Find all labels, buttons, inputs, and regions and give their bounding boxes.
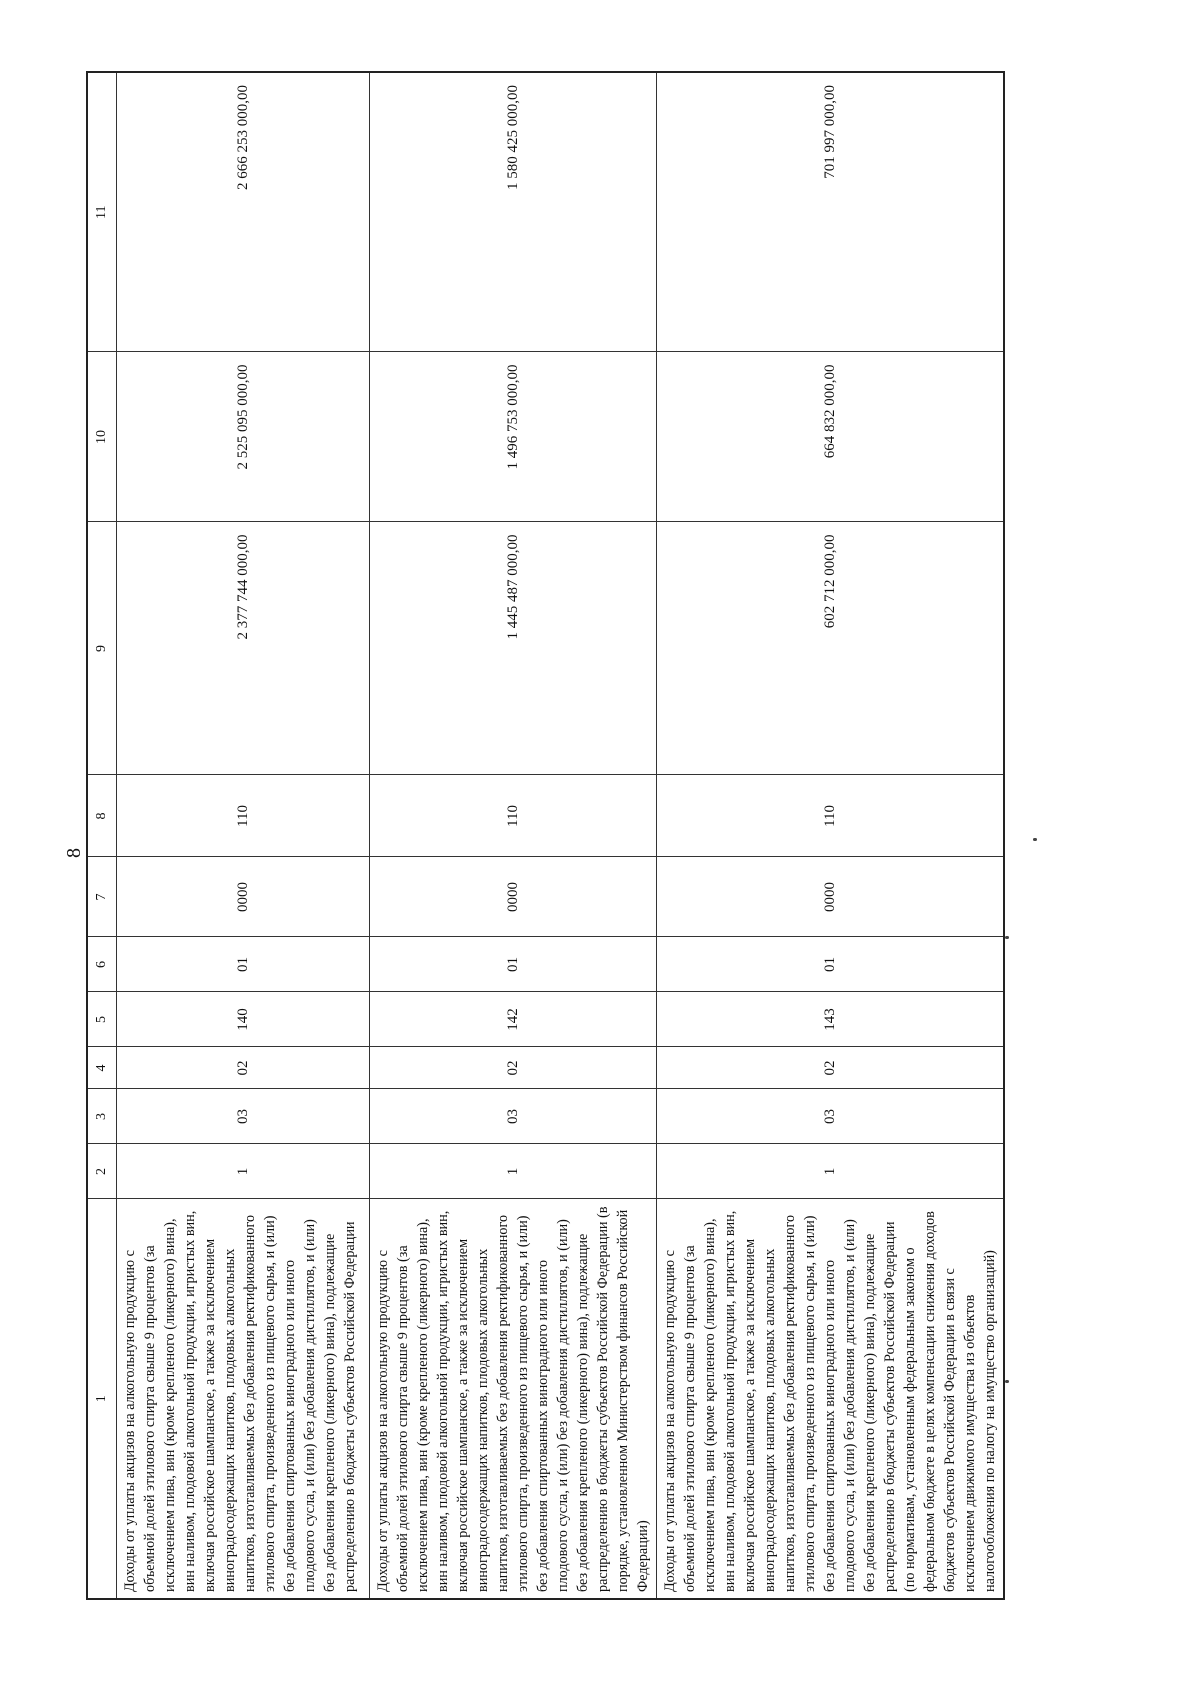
- table-header-row: [87, 72, 117, 1599]
- revenue-description: Доходы от уплаты акцизов на алкогольную продукцию с объемной долей этилового спирта свыше 9 процентов (за исключением пива, вин (кроме крепленого (ликерного) вина), вин наливом, плодовой алкогольной продукции, игристых вин, включая российское шампанское, а также за исключением виноградосодержащих напитков, плодовых алкогольных напитков, изготавливаемых без добавления ректификованного этилового спирта, произведенного из пищевого сырья, и (или) без добавления спиртованных виноградного или иного плодового сусла, и (или) без добавления дистиллятов, и (или) без добавления крепленого (ликерного) вина), подлежащие распределению в бюджеты субъектов Российской Федерации (в порядке, установленном Министерством финансов Российской Федерации): [370, 1199, 657, 1599]
- code-cell: 02: [370, 1047, 657, 1089]
- code-cell: 110: [657, 775, 1005, 857]
- code-cell: 01: [370, 937, 657, 992]
- code-cell: 1: [370, 1144, 657, 1199]
- revenue-description: Доходы от уплаты акцизов на алкогольную продукцию с объемной долей этилового спирта свыше 9 процентов (за исключением пива, вин (кроме крепленого (ликерного) вина), вин наливом, плодовой алкогольной продукции, игристых вин, включая российское шампанское, а также за исключением виноградосодержащих напитков, плодовых алкогольных напитков, изготавливаемых без добавления ректификованного этилового спирта, произведенного из пищевого сырья, и (или) без добавления спиртованных виноградного или иного плодового сусла, и (или) без добавления дистиллятов, и (или) без добавления крепленого (ликерного) вина), подлежащие распределению в бюджеты субъектов Российской Федерации (по нормативам, установленным федеральным законом о федеральном бюджете в целях компенсации снижения доходов бюджетов субъектов Российской Федерации в связи с исключением движимого имущества из объектов налогообложения по налогу на имущество организаций): [657, 1199, 1005, 1599]
- code-cell: 03: [657, 1089, 1005, 1144]
- scan-speck: [1005, 1380, 1009, 1383]
- code-cell: 143: [657, 992, 1005, 1047]
- column-header: 1: [87, 1199, 117, 1599]
- code-cell: 02: [117, 1047, 370, 1089]
- code-cell: 01: [117, 937, 370, 992]
- code-cell: 0000: [117, 857, 370, 937]
- column-header: 7: [87, 857, 117, 937]
- column-header: 9: [87, 522, 117, 775]
- code-cell: 140: [117, 992, 370, 1047]
- amount-cell: 2 525 095 000,00: [117, 352, 370, 522]
- column-header: 4: [87, 1047, 117, 1089]
- amount-cell: 664 832 000,00: [657, 352, 1005, 522]
- code-cell: 01: [657, 937, 1005, 992]
- scan-speck: [1033, 838, 1037, 841]
- column-header: 10: [87, 352, 117, 522]
- amount-cell: 2 377 744 000,00: [117, 522, 370, 775]
- revenue-description: Доходы от уплаты акцизов на алкогольную продукцию с объемной долей этилового спирта свыше 9 процентов (за исключением пива, вин (кроме крепленого (ликерного) вина), вин наливом, плодовой алкогольной продукции, игристых вин, включая российское шампанское, а также за исключением виноградосодержащих напитков, плодовых алкогольных напитков, изготавливаемых без добавления ректификованного этилового спирта, произведенного из пищевого сырья, и (или) без добавления спиртованных виноградного или иного плодового сусла, и (или) без добавления дистиллятов, и (или) без добавления крепленого (ликерного) вина), подлежащие распределению в бюджеты субъектов Российской Федерации: [117, 1199, 370, 1599]
- amount-cell: 1 580 425 000,00: [370, 72, 657, 352]
- column-header: 3: [87, 1089, 117, 1144]
- budget-table-sheet: [86, 73, 998, 1600]
- column-header: 2: [87, 1144, 117, 1199]
- amount-cell: 2 666 253 000,00: [117, 72, 370, 352]
- code-cell: 142: [370, 992, 657, 1047]
- code-cell: 0000: [370, 857, 657, 937]
- table-row: [657, 72, 1005, 1599]
- code-cell: 110: [117, 775, 370, 857]
- page-number: 8: [63, 848, 85, 858]
- code-cell: 1: [657, 1144, 1005, 1199]
- amount-cell: 1 445 487 000,00: [370, 522, 657, 775]
- table-row: [370, 72, 657, 1599]
- scan-speck: [1005, 936, 1009, 939]
- column-header: 6: [87, 937, 117, 992]
- code-cell: 1: [117, 1144, 370, 1199]
- table-row: [117, 72, 370, 1599]
- budget-revenue-table: [86, 71, 1005, 1600]
- amount-cell: 701 997 000,00: [657, 72, 1005, 352]
- amount-cell: 602 712 000,00: [657, 522, 1005, 775]
- column-header: 8: [87, 775, 117, 857]
- code-cell: 03: [370, 1089, 657, 1144]
- code-cell: 02: [657, 1047, 1005, 1089]
- code-cell: 110: [370, 775, 657, 857]
- column-header: 5: [87, 992, 117, 1047]
- code-cell: 03: [117, 1089, 370, 1144]
- amount-cell: 1 496 753 000,00: [370, 352, 657, 522]
- column-header: 11: [87, 72, 117, 352]
- code-cell: 0000: [657, 857, 1005, 937]
